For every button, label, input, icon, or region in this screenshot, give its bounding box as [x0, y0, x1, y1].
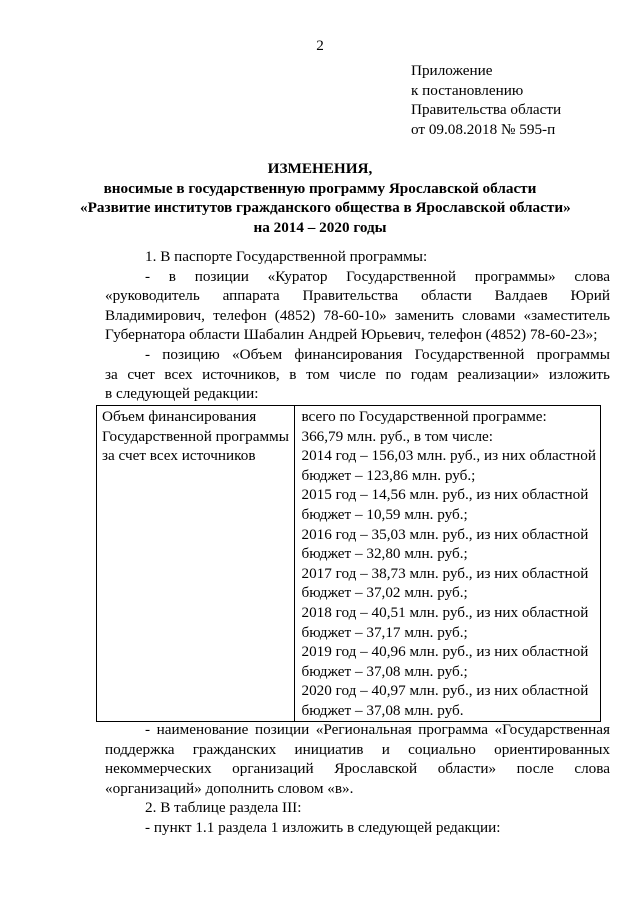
- paragraph-line: поддержка гражданских инициатив и социально ориентированных: [105, 740, 610, 758]
- cell-line: 2016 год – 35,03 млн. руб., из них областной: [301, 525, 589, 543]
- paragraph-regional: [105, 720, 610, 798]
- paragraph-line: за счет всех источников, в том числе по годам реализации» изложить: [105, 365, 610, 383]
- cell-line: бюджет – 37,17 млн. руб.;: [301, 623, 468, 641]
- paragraph-line: в следующей редакции:: [105, 385, 259, 403]
- page-number: 2: [316, 37, 324, 54]
- appendix-line: к постановлению: [411, 81, 524, 99]
- paragraph-curator: [105, 267, 610, 345]
- paragraph-funding: [105, 345, 610, 404]
- funding-table: [96, 405, 601, 722]
- cell-line: 2017 год – 38,73 млн. руб., из них областной: [301, 564, 589, 582]
- paragraph-line: Владимирович, телефон (4852) 78-60-10» заменить словами «заместитель: [105, 306, 610, 324]
- section-1: [105, 247, 610, 404]
- table-row: [97, 406, 601, 722]
- paragraph-line: - в позиции «Куратор Государственной программы» слова: [145, 267, 610, 285]
- paragraph-line: - наименование позиции «Региональная программа «Государственная: [145, 721, 610, 738]
- cell-line: бюджет – 32,80 млн. руб.;: [301, 545, 468, 563]
- paragraph-line: «организаций» дополнить словом «в».: [105, 779, 354, 797]
- cell-line: бюджет – 37,08 млн. руб.;: [301, 662, 468, 680]
- title-line: «Развитие институтов гражданского общества в Ярославской области»: [80, 199, 571, 217]
- cell-line: 2018 год – 40,51 млн. руб., из них областной: [301, 603, 589, 621]
- cell-line: бюджет – 123,86 млн. руб.;: [301, 466, 476, 484]
- appendix-block: [411, 61, 561, 139]
- document-title: [80, 159, 571, 237]
- section-heading: 1. В паспорте Государственной программы:: [145, 248, 428, 265]
- cell-line: за счет всех источников: [102, 447, 256, 465]
- cell-line: 2020 год – 40,97 млн. руб., из них областной: [301, 682, 589, 700]
- title-line: ИЗМЕНЕНИЯ,: [267, 160, 373, 177]
- section-after-table: [105, 720, 610, 838]
- cell-line: 366,79 млн. руб., в том числе:: [301, 427, 494, 445]
- cell-line: Объем финансирования: [102, 408, 257, 425]
- appendix-line: Приложение: [411, 62, 493, 79]
- appendix-line: Правительства области: [411, 101, 562, 119]
- paragraph-line: Губернатора области Шабалин Андрей Юрьевич, телефон (4852) 78-60-23»;: [105, 326, 598, 344]
- cell-line: бюджет – 10,59 млн. руб.;: [301, 505, 468, 523]
- cell-line: 2019 год – 40,96 млн. руб., из них областной: [301, 643, 589, 661]
- paragraph-line: некоммерческих организаций Ярославской области» после слова: [105, 760, 610, 778]
- cell-line: бюджет – 37,08 млн. руб.: [301, 701, 464, 719]
- cell-line: 2015 год – 14,56 млн. руб., из них областной: [301, 486, 589, 504]
- table-cell-values: [295, 406, 601, 722]
- title-line: на 2014 – 2020 годы: [253, 218, 387, 236]
- title-line: вносимые в государственную программу Ярославской области: [103, 179, 537, 197]
- paragraph-line: - позицию «Объем финансирования Государственной программы: [145, 345, 610, 363]
- cell-line: бюджет – 37,02 млн. руб.;: [301, 584, 468, 602]
- appendix-line: от 09.08.2018 № 595-п: [411, 120, 556, 138]
- cell-line: 2014 год – 156,03 млн. руб., из них областной: [301, 447, 596, 465]
- paragraph-line: - пункт 1.1 раздела 1 изложить в следующей редакции:: [145, 818, 501, 836]
- cell-line: всего по Государственной программе:: [301, 408, 547, 425]
- table-cell-label: [97, 406, 295, 722]
- section-heading: 2. В таблице раздела III:: [145, 799, 302, 817]
- paragraph-line: «руководитель аппарата Правительства области Валдаев Юрий: [105, 287, 610, 305]
- cell-line: Государственной программы: [102, 427, 289, 445]
